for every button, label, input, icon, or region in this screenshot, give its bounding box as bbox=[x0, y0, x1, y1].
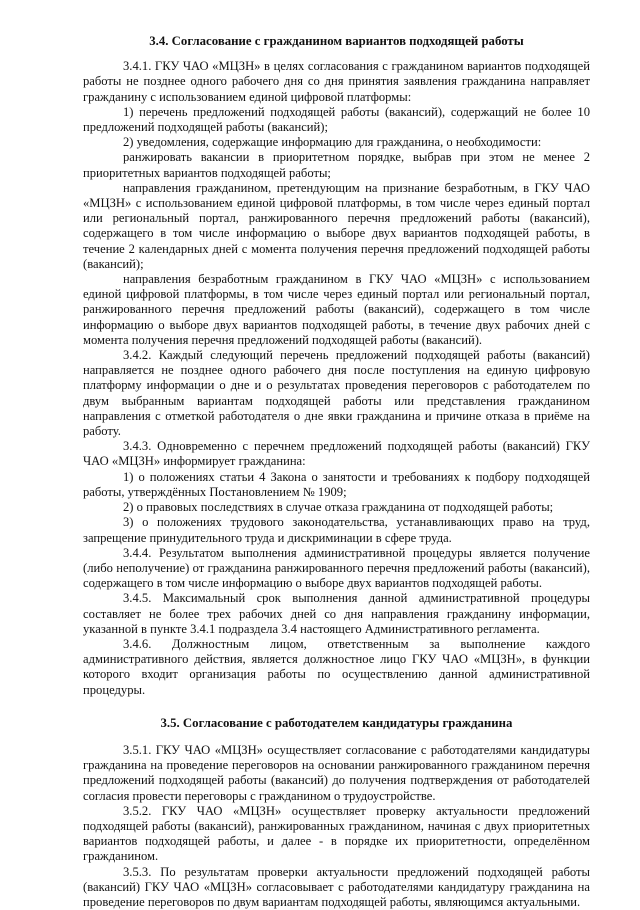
paragraph-list-item-1: 1) перечень предложений подходящей работы (вакансий), содержащий не более 10 предложений подходящей работы (вакансий); bbox=[83, 104, 590, 135]
paragraph-list-item-2: 2) уведомления, содержащие информацию для гражданина, о необходимости: bbox=[123, 135, 542, 150]
paragraph-3-4-6: 3.4.6. Должностным лицом, ответственным за выполнение каждого административного действия, является должностное лицо ГКУ ЧАО «МЦЗН», в функции которого входит организация работы по осуществлению данной административной процедуры. bbox=[83, 636, 590, 697]
paragraph-rank-vacancies: ранжировать вакансии в приоритетном порядке, выбрав при этом не менее 2 приоритетных вариантов подходящей работы; bbox=[83, 150, 590, 180]
paragraph-3-5-3: 3.5.3. По результатам проверки актуальности предложений подходящей работы (вакансий) ГКУ ЧАО «МЦЗН» согласовывает с работодателями кандидатуру гражданина на проведение переговоров по двум вариантам подходящей работы, являющимся актуальными. bbox=[83, 864, 590, 909]
paragraph-unemployed-submission: направления безработным гражданином в ГКУ ЧАО «МЦЗН» с использованием единой цифровой платформы, в том числе через единый портал или региональный портал, ранжированного перечня предложений работы (вакансий), содержащего в том числе информацию о выборе двух вариантов подходящей работы, в течение двух рабочих дней с момента получения перечня предложений подходящей работы (вакансий). bbox=[83, 272, 590, 347]
section-3-5-heading: 3.5. Согласование с работодателем кандидатуры гражданина bbox=[160, 715, 513, 730]
paragraph-info-item-3: 3) о положениях трудового законодательства, устанавливающих право на труд, запрещение принудительного труда и дискриминации в сфере труда. bbox=[83, 515, 590, 545]
paragraph-3-5-1: 3.5.1. ГКУ ЧАО «МЦЗН» осуществляет согласование с работодателями кандидатуры гражданина на проведение переговоров на основании ранжированного гражданином перечня предложений подходящей работы (вакансий) до получения подтверждения от работодателей согласия провести переговоры с гражданином о трудоустройстве. bbox=[83, 742, 590, 803]
paragraph-3-4-3: 3.4.3. Одновременно с перечнем предложений подходящей работы (вакансий) ГКУ ЧАО «МЦЗН» информирует гражданина: bbox=[83, 439, 590, 469]
paragraph-info-item-2: 2) о правовых последствиях в случае отказа гражданина от подходящей работы; bbox=[123, 500, 554, 515]
paragraph-3-4-1: 3.4.1. ГКУ ЧАО «МЦЗН» в целях согласования с гражданином вариантов подходящей работы не позднее одного рабочего дня со дня принятия заявления гражданина направляет гражданину с использованием единой цифровой платформы: bbox=[83, 59, 590, 104]
paragraph-3-4-2: 3.4.2. Каждый следующий перечень предложений подходящей работы (вакансий) направляется не позднее одного рабочего дня после поступления на единую цифровую платформу информации о дне и о результатах проведения переговоров с работодателем по двум выбранным вариантам подходящей работы или представления гражданином направления с отметкой работодателя о дне явки гражданина и причине отказа в приёме на работу. bbox=[83, 348, 590, 439]
paragraph-applicant-submission: направления гражданином, претендующим на признание безработным, в ГКУ ЧАО «МЦЗН» с использованием единой цифровой платформы, в том числе через единый портал или региональный портал, ранжированного перечня предложений работы (вакансий), содержащего в том числе информацию о выборе двух вариантов подходящей работы, в течение 2 календарных дней с момента получения перечня предложений подходящей работы (вакансий); bbox=[83, 180, 590, 271]
paragraph-3-5-2: 3.5.2. ГКУ ЧАО «МЦЗН» осуществляет проверку актуальности предложений подходящей работы (вакансий), ранжированных гражданином, начиная с двух приоритетных вариантов подходящей работы, и далее - в порядке их приоритетности, определённом гражданином. bbox=[83, 803, 590, 864]
paragraph-3-4-5: 3.4.5. Максимальный срок выполнения данной административной процедуры составляет не более трех рабочих дней со дня направления гражданину информации, указанной в пункте 3.4.1 подраздела 3.4 настоящего Административного регламента. bbox=[83, 591, 590, 636]
paragraph-info-item-1: 1) о положениях статьи 4 Закона о занятости и требованиях к подбору подходящей работы, утверждённых Постановлением № 1909; bbox=[83, 469, 590, 499]
paragraph-3-4-4: 3.4.4. Результатом выполнения административной процедуры является получение (либо неполучение) от гражданина ранжированного перечня предложений работы (вакансий), содержащего в том числе информацию о выборе двух вариантов подходящей работы. bbox=[83, 545, 590, 591]
section-3-4-heading: 3.4. Согласование с гражданином вариантов подходящей работы bbox=[149, 34, 524, 48]
